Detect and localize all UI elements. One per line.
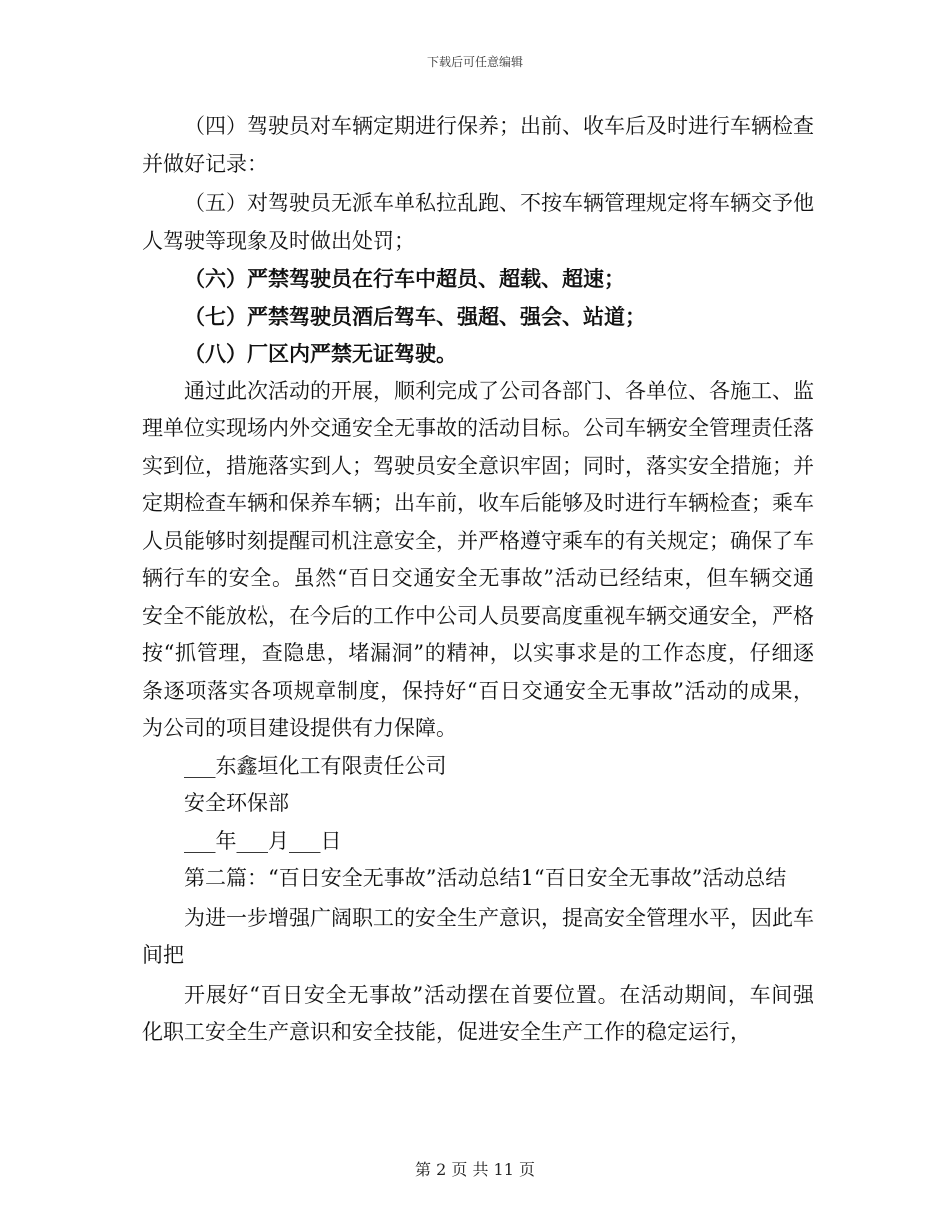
paragraph-item-8: （八）厂区内严禁无证驾驶。 bbox=[184, 341, 457, 366]
paragraph-item-4: （四）驾驶员对车辆定期进行保养；出前、收车后及时进行车辆检查并做好记录： bbox=[142, 114, 814, 176]
signature-date: ___年___月___日 bbox=[184, 828, 342, 853]
signature-company: ___东鑫垣化工有限责任公司 bbox=[184, 753, 447, 778]
page-number: 第 2 页 共 11 页 bbox=[415, 1160, 535, 1179]
paragraph-summary: 通过此次活动的开展，顺利完成了公司各部门、各单位、各施工、监理单位实现场内外交通安全无事故的活动目标。公司车辆安全管理责任落实到位，措施落实到人；驾驶员安全意识牢固；同时，落实安全措施；并定期检查车辆和保养车辆；出车前，收车后能够及时进行车辆检查；乘车人员能够时刻提醒司机注意安全，并严格遵守乘车的有关规定；确保了车辆行车的安全。虽然“百日交通安全无事故”活动已经结束，但车辆交通安全不能放松，在今后的工作中公司人员要高度重视车辆交通安全，严格按“抓管理，查隐患，堵漏洞”的精神，以实事求是的工作态度，仔细逐条逐项落实各项规章制度，保持好“百日交通安全无事故”活动的成果，为公司的项目建设提供有力保障。 bbox=[142, 378, 814, 740]
paragraph-intro: 为进一步增强广阔职工的安全生产意识，提高安全管理水平，因此车间把 bbox=[142, 905, 814, 967]
paragraph-item-6: （六）严禁驾驶员在行车中超员、超载、超速； bbox=[184, 266, 625, 291]
paragraph-activity: 开展好“百日安全无事故”活动摆在首要位置。在活动期间，车间强化职工安全生产意识和安全技能，促进安全生产工作的稳定运行， bbox=[142, 982, 814, 1044]
signature-department: 安全环保部 bbox=[184, 791, 289, 815]
paragraph-item-7: （七）严禁驾驶员酒后驾车、强超、强会、站道； bbox=[184, 303, 646, 329]
document-body bbox=[142, 108, 814, 1052]
paragraph-item-5: （五）对驾驶员无派车单私拉乱跑、不按车辆管理规定将车辆交予他人驾驶等现象及时做出处罚； bbox=[142, 191, 814, 253]
section-title-second: 第二篇：“百日安全无事故”活动总结1“百日安全无事故”活动总结 bbox=[184, 866, 787, 890]
page-header-note: 下载后可任意编辑 bbox=[426, 55, 523, 69]
